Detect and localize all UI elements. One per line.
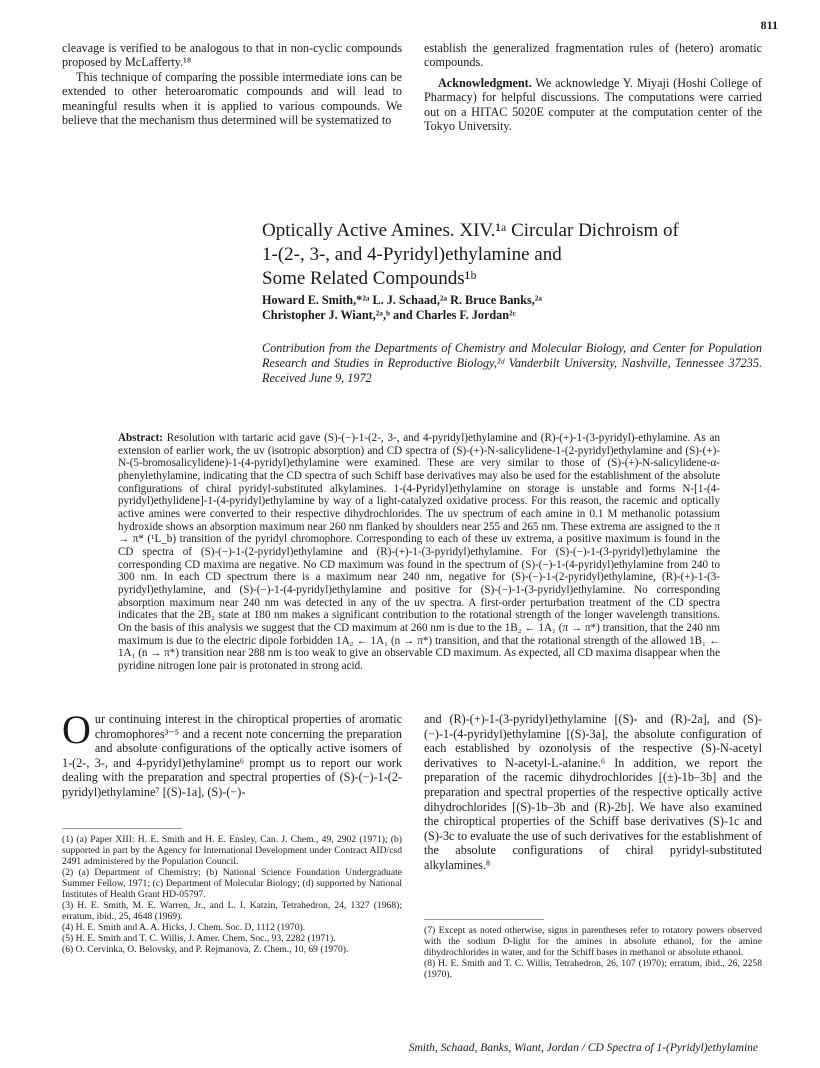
acknowledgment-paragraph	[424, 76, 762, 134]
acknowledgment-text: We acknowledge Y. Miyaji (Hoshi College of Pharmacy) for helpful discussions. The computations were carried out on a HITAC 5020E computer at the computation center of the Tokyo University.	[424, 75, 762, 134]
top-left-column	[62, 41, 402, 127]
body-text: and (R)-(+)-1-(3-pyridyl)ethylamine [(S)- and (R)-2a], and (S)-(−)-1-(4-pyridyl)ethylamine [(S)-3a], the absolute configuration of each established by ozonolysis of the respective (S)-N-acetyl derivatives to N-acetyl-L-alanine.⁶ In addition, we report the preparation of the racemic dihydrochlorides [(±)-1b–3b] and the preparation and spectral properties of the respective optically active dihydrochlorides [(S)-1b–3b and (R)-2b]. We have also examined the chiroptical properties of the Schiff base derivatives (S)-1c and (S)-3c to evaluate the use of such derivatives for the establishment of the absolute configurations of chiral pyridyl-substituted alkylamines.⁸	[424, 712, 762, 872]
title-line-3: Some Related Compounds¹ᵇ	[262, 268, 477, 289]
footnote: (8) H. E. Smith and T. C. Willis, Tetrahedron, 26, 107 (1970); erratum, ibid., 26, 2258 (1970).	[424, 958, 762, 980]
footnote: (2) (a) Department of Chemistry; (b) National Science Foundation Undergraduate Summer Fellow, 1971; (c) Department of Molecular Biology; (d) supported by National Institutes of Health Grant HD-05797.	[62, 867, 402, 900]
footnote-rule	[424, 919, 544, 920]
authors-line-2: Christopher J. Wiant,²ᵃ,ᵇ and Charles F. Jordan²ᶜ	[262, 308, 516, 322]
footnote: (5) H. E. Smith and T. C. Willis, J. Amer. Chem. Soc., 93, 2282 (1971).	[62, 933, 336, 944]
drop-cap: O	[62, 707, 91, 752]
top-right-column	[424, 41, 762, 133]
footnote: (6) O. Cervinka, O. Belovsky, and P. Rejmanova, Z. Chem., 10, 69 (1970).	[62, 944, 349, 955]
article-title	[262, 219, 762, 291]
running-footer: Smith, Schaad, Banks, Wiant, Jordan / CD Spectra of 1-(Pyridyl)ethylamine	[408, 1042, 758, 1054]
paragraph: This technique of comparing the possible intermediate ions can be extended to other heteroaromatic compounds and will lead to meaningful results when it is applied to various compounds. We believe that the mechanism thus determined will be systematized to	[62, 69, 402, 128]
acknowledgment-label: Acknowledgment.	[438, 75, 532, 90]
paragraph: cleavage is verified to be analogous to that in non-cyclic compounds proposed by McLafferty.¹⁸	[62, 41, 402, 70]
abstract-text: Resolution with tartaric acid gave (S)-(−)-1-(2-, 3-, and 4-pyridyl)ethylamine and (R)-(+)-1-(3-pyridyl)-ethylamine. As an extension of earlier work, the uv (isotropic absorption) and CD spectra of (S)-(+)-N-salicylidene-1-(2-pyridyl)ethylamine and (S)-(+)-N-(5-bromosalicylidene)-1-(4-pyridyl)ethylamine were examined. These are very similar to those of (S)-(+)-N-salicylidene-α-phenylethylamine, indicating that the CD spectra of such Schiff base derivatives may also be used for the establishment of the absolute configurations of chiral pyridyl-substituted alkylamines. 1-(4-Pyridyl)ethylamine on storage is unstable and forms N-[1-(4-pyridyl)ethylidene]-1-(4-pyridyl)ethylamine by way of a light-catalyzed oxidative process. For this reason, the racemic and optically active amines were converted to their respective dihydrochlorides. The uv spectrum of each amine in 0.1 M methanolic potassium hydroxide shows an absorption maximum near 260 nm flanked by shoulders near 255 and 265 nm. These extrema are assigned to the π → π* (¹L_b) transition of the pyridyl chromophore. Corresponding to each of these uv extrema, a positive maximum is found in the CD spectra of (S)-(−)-1-(2-pyridyl)ethylamine and (R)-(+)-1-(3-pyridyl)ethylamine. For (S)-(−)-1-(3-pyridyl)ethylamine the corresponding CD maxima are negative. No CD maximum was found in the spectrum of (S)-(−)-1-(4-pyridyl)ethylamine from 240 to 300 nm. In each CD spectrum there is a maximum near 240 nm, negative for (S)-(−)-1-(2-pyridyl)ethylamine, (R)-(+)-1-(3-pyridyl)ethylamine, and (S)-(−)-1-(4-pyridyl)ethylamine and positive for (S)-(−)-1-(3-pyridyl)ethylamine. No corresponding absorption maximum near 240 nm was detected in any of the uv spectra. A first-order perturbation treatment of the CD spectra indicates that the 2B₂ state at 180 nm makes a significant contribution to the rotational strength of the longer wavelength transitions. On the basis of this analysis we suggest that the CD maximum at 260 nm is due to the 1B₂ ← 1A₁ (π → π*) transition, that the 240 nm maximum is due to the electric dipole forbidden 1A₂ ← 1A₁ (n → π*) transition, and that the rotational strength of the allowed 1B₁ ← 1A₁ (n → π*) transition near 288 nm is too weak to give an observable CD maximum. As expected, all CD maxima disappear when the pyridine nitrogen lone pair is protonated in strong acid.	[118, 432, 720, 672]
abstract-label: Abstract:	[118, 432, 163, 444]
body-right-column	[424, 712, 762, 873]
title-line-1: Optically Active Amines. XIV.¹ᵃ Circular Dichroism of	[262, 220, 679, 241]
abstract	[118, 432, 720, 672]
author-list	[262, 293, 762, 323]
paragraph: establish the generalized fragmentation rules of (hetero) aromatic compounds.	[424, 41, 762, 70]
footnote: (1) (a) Paper XIII: H. E. Smith and H. E. Ensley, Can. J. Chem., 49, 2902 (1971); (b) supported in part by the Agency for International Development under Contract AID/csd 2491 administered by the Population Council.	[62, 834, 402, 867]
page-number: 811	[760, 18, 778, 32]
footnote: (7) Except as noted otherwise, signs in parentheses refer to rotatory powers observed with the sodium D-light for the amines in absolute ethanol, for the amine dihydrochlorides in water, and for the Schiff bases in methanol or absolute ethanol.	[424, 925, 762, 958]
footnote: (3) H. E. Smith, M. E. Warren, Jr., and L. I. Katzin, Tetrahedron, 24, 1327 (1968); erratum, ibid., 25, 4648 (1969).	[62, 900, 402, 922]
footnote: (4) H. E. Smith and A. A. Hicks, J. Chem. Soc. D, 1112 (1970).	[62, 922, 306, 933]
body-text: ur continuing interest in the chiroptical properties of aromatic chromophores³⁻⁵ and a recent note concerning the preparation and absolute configurations of the optically active isomers of 1-(2-, 3-, and 4-pyridyl)ethylamine⁶ prompt us to report our work dealing with the preparation and spectral properties of (S)-(−)-1-(2-pyridyl)ethylamine⁷ [(S)-1a], (S)-(−)-	[62, 712, 402, 799]
footnote-rule	[62, 828, 182, 829]
body-left-column	[62, 707, 402, 800]
authors-line-1: Howard E. Smith,*²ᵃ L. J. Schaad,²ᵃ R. Bruce Banks,²ᵃ	[262, 293, 542, 307]
affiliation: Contribution from the Departments of Chemistry and Molecular Biology, and Center for Population Research and Studies in Reproductive Biology,²ᵈ Vanderbilt University, Nashville, Tennessee 37235. Received June 9, 1972	[262, 341, 762, 385]
footnotes-left	[62, 834, 402, 955]
title-line-2: 1-(2-, 3-, and 4-Pyridyl)ethylamine and	[262, 244, 562, 265]
footnotes-right	[424, 925, 762, 980]
